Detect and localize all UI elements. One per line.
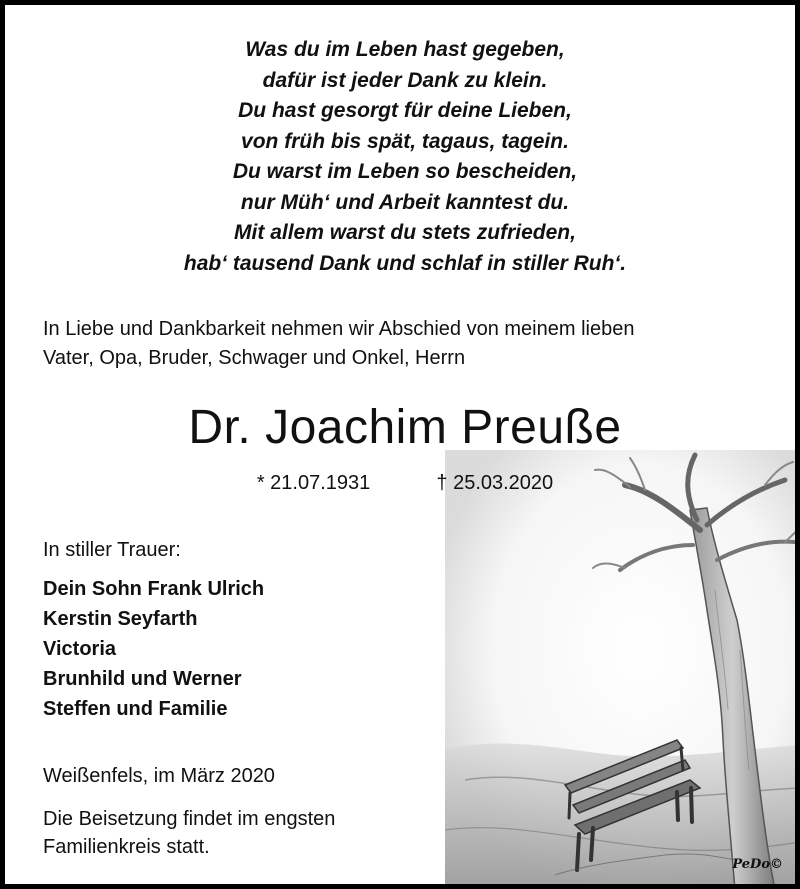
artist-signature: PeDo© (732, 857, 783, 872)
mourner-name: Brunhild und Werner (43, 668, 242, 690)
poem-line: Was du im Leben hast gegeben, (245, 38, 565, 61)
deceased-name: Dr. Joachim Preuße (188, 401, 622, 454)
poem-line: Du hast gesorgt für deine Lieben, (238, 99, 572, 122)
burial-note-line: Familienkreis statt. (43, 836, 210, 858)
poem-line: nur Müh‘ und Arbeit kanntest du. (240, 190, 570, 214)
death-date: † 25.03.2020 (436, 472, 554, 494)
poem-line: hab‘ tausend Dank und schlaf in stiller Ruh‘. (183, 251, 627, 275)
mourner-name: Steffen und Familie (43, 698, 228, 720)
mourner-name: Victoria (43, 638, 116, 660)
poem-line: von früh bis spät, tagaus, tagein. (241, 129, 569, 153)
burial-note (43, 805, 443, 861)
mourner-name: Dein Sohn Frank Ulrich (43, 578, 265, 600)
intro-line: In Liebe und Dankbarkeit nehmen wir Abschied von meinem lieben (43, 318, 635, 340)
farewell-intro (43, 315, 783, 373)
tree-and-bench-illustration (445, 450, 800, 889)
life-dates (5, 470, 800, 496)
intro-line: Vater, Opa, Bruder, Schwager und Onkel, Herrn (43, 347, 466, 369)
burial-note-line: Die Beisetzung findet im engsten (43, 808, 336, 830)
birth-date: * 21.07.1931 (256, 472, 371, 494)
mourners-list (43, 574, 264, 724)
poem-line: dafür ist jeder Dank zu klein. (262, 68, 548, 92)
mourning-label: In stiller Trauer: (43, 539, 181, 561)
poem (45, 35, 765, 279)
mourner-name: Kerstin Seyfarth (43, 608, 198, 630)
poem-line: Mit allem warst du stets zufrieden, (234, 221, 576, 244)
poem-line: Du warst im Leben so bescheiden, (232, 160, 578, 183)
place-and-date: Weißenfels, im März 2020 (43, 765, 275, 787)
